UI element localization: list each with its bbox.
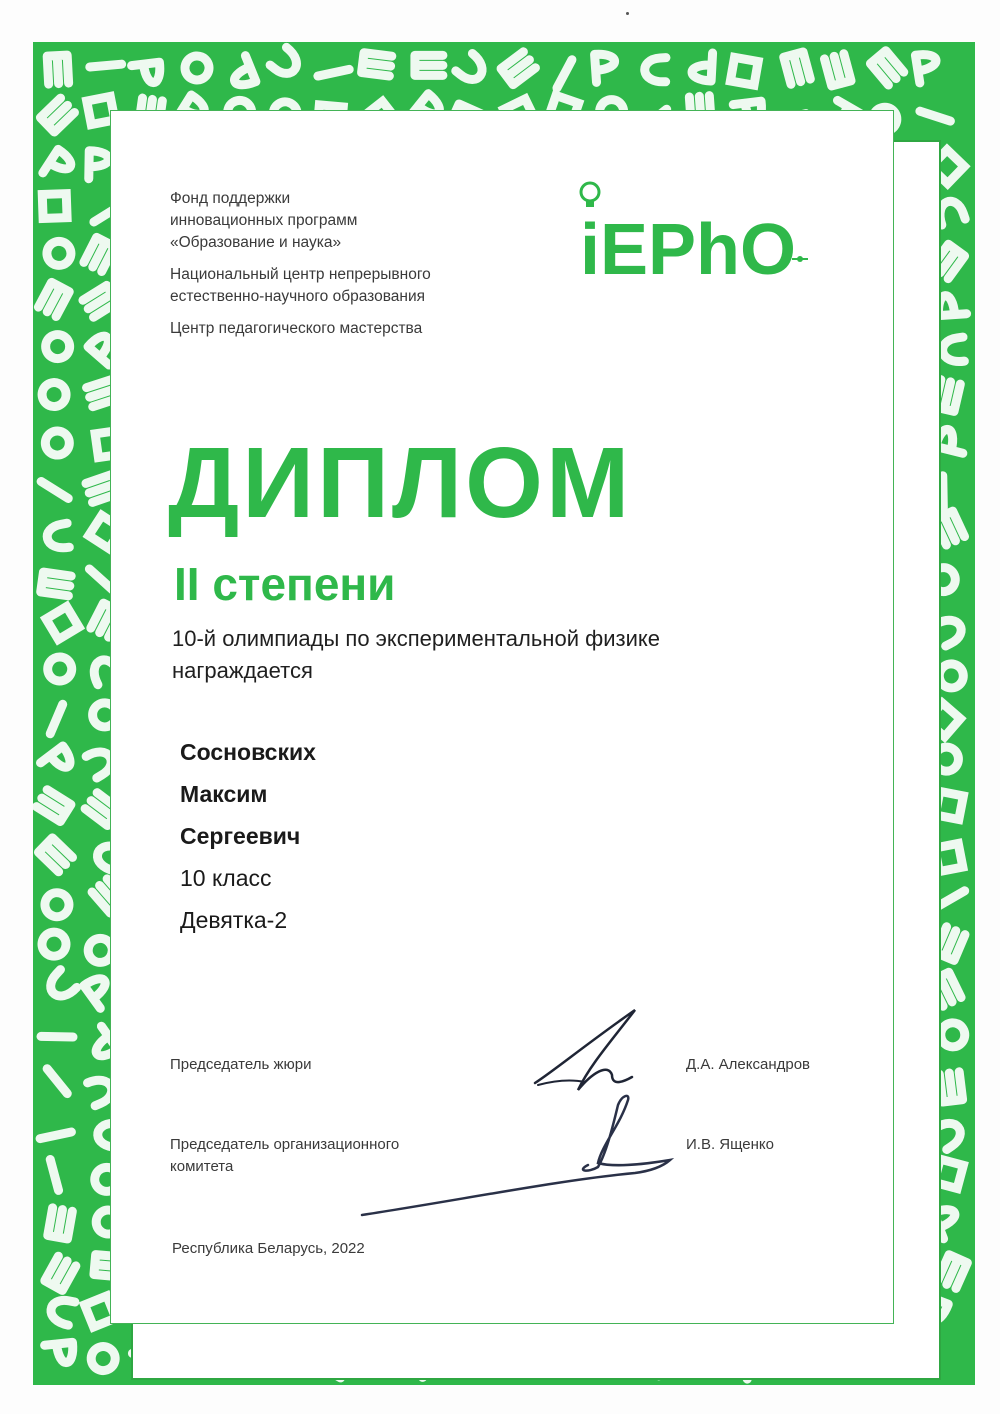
border-doodle xyxy=(941,337,966,364)
border-doodle xyxy=(46,607,79,640)
border-doodle xyxy=(89,1344,117,1372)
border-doodle xyxy=(180,51,213,84)
handwritten-signatures xyxy=(350,995,680,1225)
border-doodle xyxy=(870,51,903,85)
recipient-grade: 10 класс xyxy=(180,865,272,891)
border-doodle xyxy=(41,1036,73,1037)
border-doodle xyxy=(824,54,851,86)
border-doodle xyxy=(920,111,950,121)
border-doodle xyxy=(41,481,68,498)
border-doodle xyxy=(45,1256,76,1290)
border-doodle xyxy=(43,149,75,183)
border-doodle xyxy=(943,476,944,508)
border-doodle xyxy=(48,1208,73,1239)
border-doodle xyxy=(45,970,78,1002)
lightbulb-icon xyxy=(581,183,599,201)
border-doodle xyxy=(90,64,122,67)
org-chair-label-2: комитета xyxy=(170,1158,234,1175)
border-doodle xyxy=(938,1255,968,1289)
border-doodle xyxy=(40,98,74,132)
border-doodle xyxy=(45,523,71,550)
border-doodle xyxy=(45,1342,75,1364)
jury-chair-label: Председатель жюри xyxy=(170,1056,312,1073)
recipient-patronymic: Сергеевич xyxy=(180,823,301,849)
border-doodle xyxy=(595,53,616,82)
iepho-logo xyxy=(570,176,820,286)
border-doodle xyxy=(362,53,392,76)
jury-chair-name: Д.А. Александров xyxy=(686,1056,811,1073)
border-doodle xyxy=(270,46,302,78)
border-doodle xyxy=(937,294,966,315)
border-doodle xyxy=(44,239,74,269)
scan-speck xyxy=(626,12,629,15)
border-doodle xyxy=(89,151,109,179)
border-doodle xyxy=(42,890,72,920)
border-doodle xyxy=(730,57,758,85)
border-doodle xyxy=(37,790,71,822)
border-doodle xyxy=(41,572,72,596)
border-doodle xyxy=(47,1069,67,1094)
border-doodle xyxy=(38,379,70,411)
org-line-4: Национальный центр непрерывного xyxy=(170,266,431,283)
border-doodle xyxy=(644,58,668,83)
border-doodle xyxy=(45,334,69,358)
olympiad-title: 10-й олимпиады по экспериментальной физике xyxy=(172,626,660,651)
logo-text: iEPhO xyxy=(580,210,797,286)
diploma-degree: II степени xyxy=(174,558,396,610)
border-doodle xyxy=(318,69,349,76)
border-doodle xyxy=(501,52,535,85)
org-line-5: естественно-научного образования xyxy=(170,288,426,305)
border-doodle xyxy=(415,55,443,75)
border-doodle xyxy=(47,55,68,84)
recipient-first-name: Максим xyxy=(180,781,268,807)
org-chair-name: И.В. Ященко xyxy=(686,1136,774,1153)
org-line-6: Центр педагогического мастерства xyxy=(170,320,423,337)
border-doodle xyxy=(132,62,162,85)
signature-org-chair xyxy=(362,1096,670,1215)
recipient-team: Девятка-2 xyxy=(180,907,288,933)
border-doodle xyxy=(37,927,71,961)
place-and-year: Республика Беларусь, 2022 xyxy=(172,1240,365,1257)
border-doodle xyxy=(49,1298,75,1326)
border-doodle xyxy=(43,652,76,685)
awarded-label: награждается xyxy=(172,658,313,683)
border-doodle xyxy=(50,704,63,733)
org-chair-label-1: Председатель организационного xyxy=(170,1136,400,1153)
border-doodle xyxy=(41,427,74,460)
border-doodle xyxy=(40,1132,71,1139)
border-doodle xyxy=(456,52,488,85)
diploma-title: ДИПЛОМ xyxy=(168,427,633,539)
border-doodle xyxy=(227,56,256,89)
border-doodle xyxy=(692,52,713,81)
border-doodle xyxy=(939,1072,962,1102)
border-doodle xyxy=(40,746,74,778)
border-doodle xyxy=(50,1160,58,1191)
border-doodle xyxy=(937,661,966,690)
border-doodle xyxy=(38,838,72,872)
border-doodle xyxy=(937,1019,969,1051)
border-doodle xyxy=(784,52,811,84)
border-doodle xyxy=(915,52,939,83)
border-doodle xyxy=(42,194,67,219)
border-doodle xyxy=(937,891,965,907)
border-doodle xyxy=(557,60,572,88)
org-line-1: Фонд поддержки xyxy=(170,190,291,207)
signature-jury-chair xyxy=(535,1010,635,1090)
org-line-3: «Образование и наука» xyxy=(170,234,342,251)
recipient-surname: Сосновских xyxy=(180,739,316,765)
org-line-2: инновационных программ xyxy=(170,212,358,229)
border-doodle xyxy=(38,282,69,316)
